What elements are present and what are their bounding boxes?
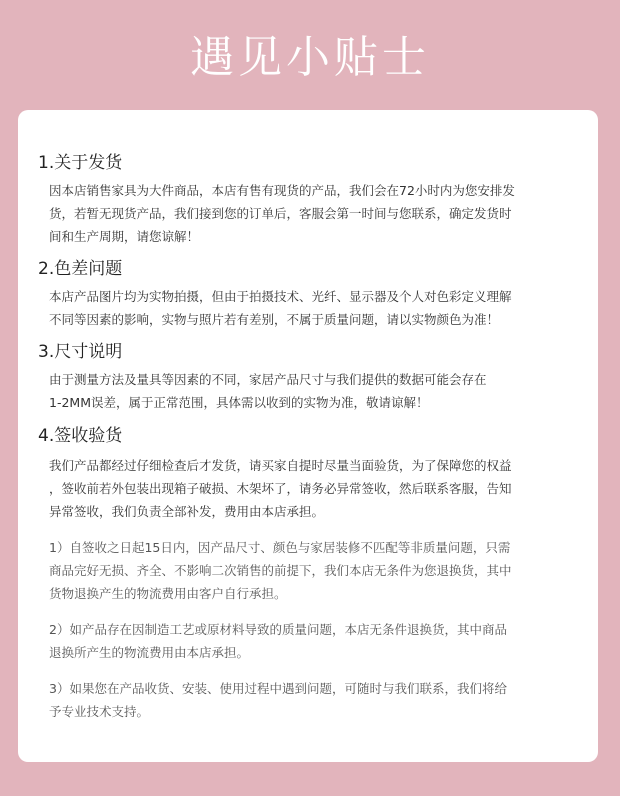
section-body-color-difference (38, 285, 568, 331)
section-body-inspection (38, 454, 568, 523)
text-line: 1）自签收之日起15日内，因产品尺寸、颜色与家居装修不匹配等非质量问题，只需 (49, 540, 511, 555)
text-line: 退换所产生的物流费用由本店承担。 (49, 645, 250, 660)
section-shipping (38, 150, 568, 248)
text-line: 3）如果您在产品收货、安装、使用过程中遇到问题，可随时与我们联系，我们将给 (49, 681, 507, 696)
section-body-shipping (38, 179, 568, 248)
text-line: ，签收前若外包装出现箱子破损、木架坏了，请务必异常签收，然后联系客服，告知 (49, 481, 512, 496)
page-title: 遇见小贴士 (190, 32, 430, 83)
text-line: 因本店销售家具为大件商品，本店有售有现货的产品，我们会在72小时内为您安排发 (49, 183, 515, 198)
section-color-difference (38, 256, 568, 331)
note-support (38, 677, 568, 723)
section-size (38, 339, 568, 414)
text-line: 异常签收，我们负责全部补发，费用由本店承担。 (49, 504, 325, 519)
text-line: 1-2MM误差，属于正常范围，具体需以收到的实物为准，敬请谅解！ (49, 395, 429, 410)
text-line: 本店产品图片均为实物拍摄，但由于拍摄技术、光纤、显示器及个人对色彩定义理解 (49, 289, 512, 304)
text-line: 商品完好无损、齐全、不影响二次销售的前提下，我们本店无条件为您退换货，其中 (49, 563, 512, 578)
section-title-color-difference: 2.色差问题 (38, 259, 123, 279)
text-line: 不同等因素的影响，实物与照片若有差别，不属于质量问题，请以实物颜色为准！ (49, 312, 500, 327)
text-line: 予专业技术支持。 (49, 704, 150, 719)
text-line: 货，若暂无现货产品，我们接到您的订单后，客服会第一时间与您联系，确定发货时 (49, 206, 512, 221)
tips-card (18, 110, 598, 762)
text-line: 我们产品都经过仔细检查后才发货，请买家自提时尽量当面验货，为了保障您的权益 (49, 458, 512, 473)
text-line: 由于测量方法及量具等因素的不同，家居产品尺寸与我们提供的数据可能会存在 (49, 372, 487, 387)
text-line: 货物退换产生的物流费用由客户自行承担。 (49, 586, 287, 601)
note-return-policy (38, 536, 568, 605)
section-title-size: 3.尺寸说明 (38, 342, 123, 362)
text-line: 2）如产品存在因制造工艺或原材料导致的质量问题，本店无条件退换货，其中商品 (49, 622, 507, 637)
section-body-size (38, 368, 568, 414)
section-inspection (38, 423, 568, 723)
section-title-inspection: 4.签收验货 (38, 426, 123, 446)
text-line: 间和生产周期，请您谅解！ (49, 229, 200, 244)
section-title-shipping: 1.关于发货 (38, 153, 123, 173)
note-quality-issue (38, 618, 568, 664)
